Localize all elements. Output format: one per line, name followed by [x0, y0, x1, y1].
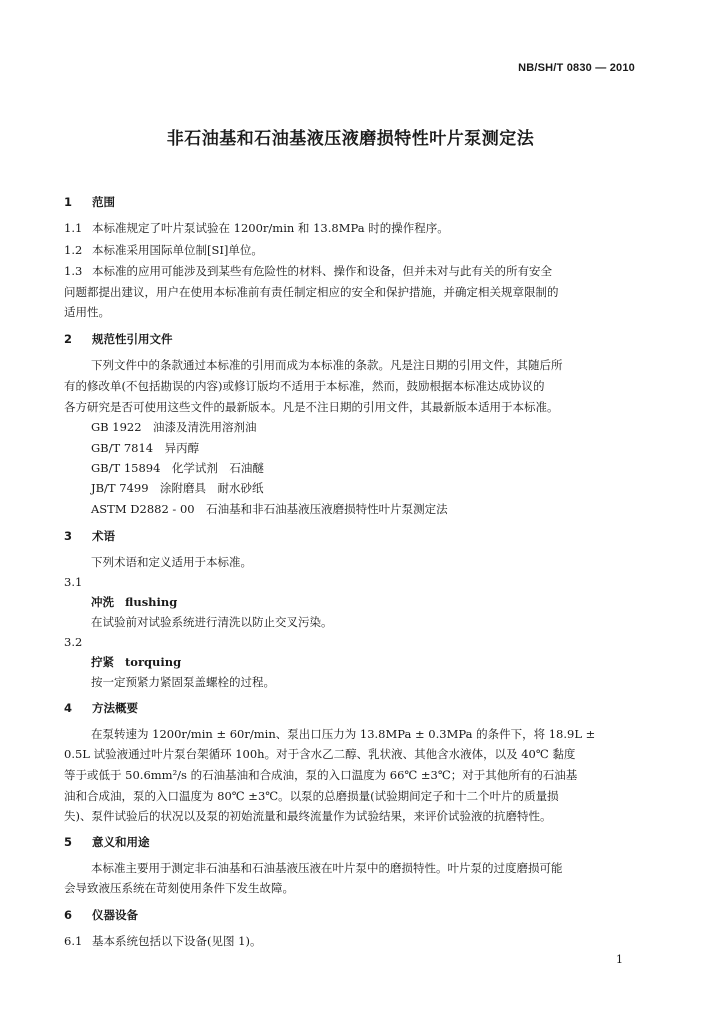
section-2-para-line1: 下列文件中的条款通过本标准的引用而成为本标准的条款。凡是注日期的引用文件，其随后所: [91, 358, 563, 372]
clause-1-3-line3: 适用性。: [64, 305, 110, 319]
reference-item: GB/T 15894 化学试剂 石油醚: [91, 461, 264, 475]
reference-item: GB/T 7814 异丙醇: [91, 441, 200, 455]
clause-1-3: 1.3 本标准的应用可能涉及到某些有危险性的材料、操作和设备，但并未对与此有关的所有安全: [64, 264, 552, 278]
clause-1-3-line2: 问题都提出建议，用户在使用本标准前有责任制定相应的安全和保护措施，并确定相关规章限制的: [64, 285, 559, 299]
section-4-para-line4: 油和合成油，泵的入口温度为 80℃ ±3℃。以泵的总磨损量(试验期间定子和十二个叶片的质量损: [64, 789, 559, 803]
section-4-heading: 4 方法概要: [64, 701, 138, 715]
page-number: 1: [616, 953, 623, 966]
section-2-para-line2: 有的修改单(不包括勘误的内容)或修订版均不适用于本标准，然而，鼓励根据本标准达成协议的: [64, 379, 545, 393]
clause-1-2: 1.2 本标准采用国际单位制[SI]单位。: [64, 243, 263, 257]
section-5-para-line2: 会导致液压系统在苛刻使用条件下发生故障。: [64, 881, 294, 895]
term-3-2-number: 3.2: [64, 635, 83, 649]
section-4-para-line1: 在泵转速为 1200r/min ± 60r/min、泵出口压力为 13.8MPa ± 0.3MPa 的条件下，将 18.9L ±: [91, 727, 596, 741]
term-3-2: 拧紧 torquing: [91, 655, 182, 669]
reference-item: GB 1922 油漆及清洗用溶剂油: [91, 420, 257, 434]
section-6-heading: 6 仪器设备: [64, 908, 138, 922]
term-3-1-number: 3.1: [64, 575, 83, 589]
reference-item: ASTM D2882 - 00 石油基和非石油基液压液磨损特性叶片泵测定法: [91, 502, 448, 516]
page-title: 非石油基和石油基液压液磨损特性叶片泵测定法: [166, 129, 535, 149]
clause-6-1: 6.1 基本系统包括以下设备(见图 1)。: [64, 934, 262, 948]
term-3-2-definition: 按一定预紧力紧固泵盖螺栓的过程。: [91, 675, 275, 689]
section-title: 范围: [92, 195, 115, 209]
standard-code: NB/SH/T 0830 — 2010: [518, 62, 635, 74]
section-4-para-line2: 0.5L 试验液通过叶片泵台架循环 100h。对于含水乙二醇、乳状液、其他含水液体，以及 40℃ 黏度: [64, 747, 576, 761]
clause-1-1: 1.1 本标准规定了叶片泵试验在 1200r/min 和 13.8MPa 时的操作程序。: [64, 221, 449, 235]
section-3-heading: 3 术语: [64, 529, 115, 543]
section-5-heading: 5 意义和用途: [64, 835, 150, 849]
section-2-para-line3: 各方研究是否可使用这些文件的最新版本。凡是不注日期的引用文件，其最新版本适用于本标准。: [64, 400, 559, 414]
section-5-para-line1: 本标准主要用于测定非石油基和石油基液压液在叶片泵中的磨损特性。叶片泵的过度磨损可能: [91, 861, 563, 875]
reference-item: JB/T 7499 涂附磨具 耐水砂纸: [91, 481, 264, 495]
term-3-1: 冲洗 flushing: [91, 595, 178, 609]
section-1-heading: [64, 194, 115, 210]
section-number: 1: [64, 195, 73, 209]
section-4-para-line3: 等于或低于 50.6mm²/s 的石油基油和合成油，泵的入口温度为 66℃ ±3℃；对于其他所有的石油基: [64, 768, 578, 782]
section-4-para-line5: 失)、泵件试验后的状况以及泵的初始流量和最终流量作为试验结果，来评价试验液的抗磨特性。: [64, 809, 552, 823]
section-3-intro: 下列术语和定义适用于本标准。: [91, 555, 252, 569]
section-2-heading: 2 规范性引用文件: [64, 332, 173, 346]
term-3-1-definition: 在试验前对试验系统进行清洗以防止交叉污染。: [91, 615, 333, 629]
